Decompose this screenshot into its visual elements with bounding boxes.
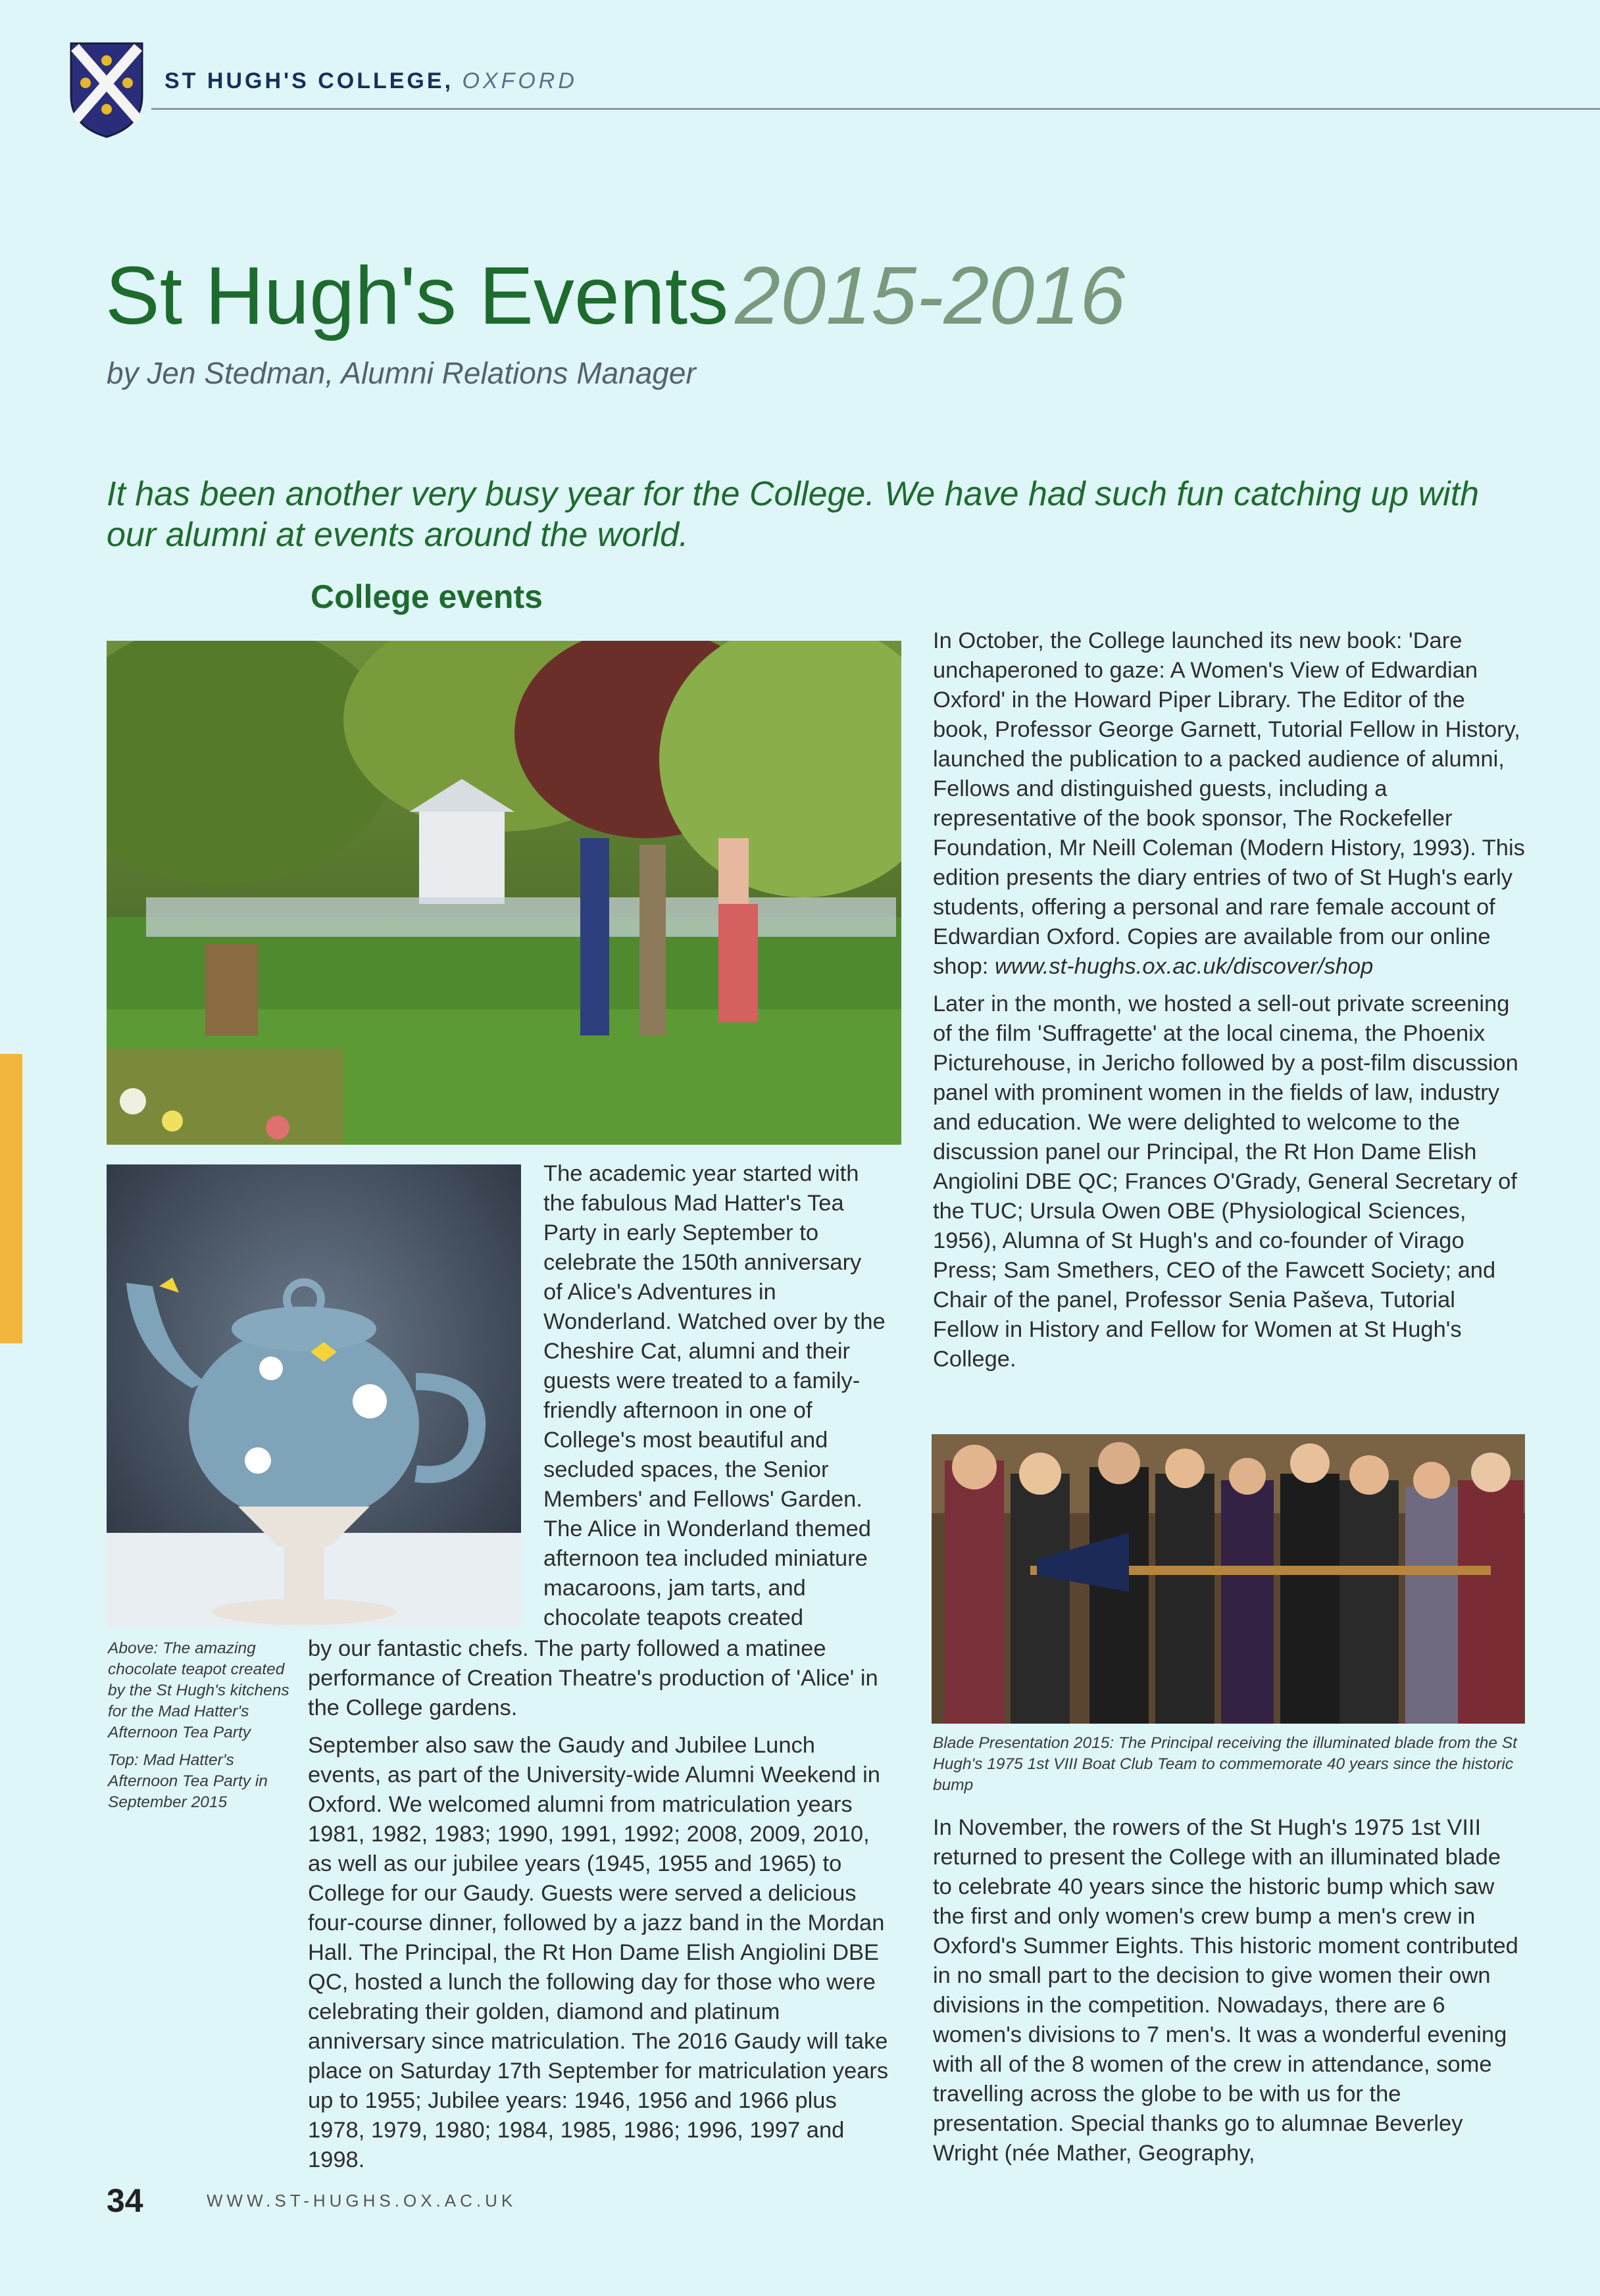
right-column-bottom	[933, 1813, 1525, 2274]
header-city: OXFORD	[462, 68, 578, 93]
header-separator: ,	[444, 68, 454, 93]
blade-caption: Blade Presentation 2015: The Principal receiving the illuminated blade from the St Hugh's 1975 1st VIII Boat Club Team to commemorate 40 years since the historic bump	[933, 1734, 1517, 1794]
title-year: 2015-2016	[735, 251, 1126, 341]
rowing-paragraph: In November, the rowers of the St Hugh's 1975 1st VIII returned to present the College with an illuminated blade to celebrate 40 years since the historic bump which saw the first and only women's crew bump a men's crew in Oxford's Summer Eights. This historic moment contributed in no small part to the decision to give women their own divisions in the competition. Nowadays, there are 6 women's divisions to 7 men's. It was a wonderful evening with all of the 8 women of the crew in attendance, some travelling across the globe to be with us for the presentation. Special thanks go to alumnae Beverley Wright (née Mather, Geography,	[933, 1815, 1518, 2166]
teapot-caption	[108, 1638, 296, 1813]
tea-party-text: The academic year started with the fabulous Mad Hatter's Tea Party in early September to celebrate the 150th anniversary of Alice's Adventures in Wonderland. Watched over by the Cheshire Cat, alumni and their guests were treated to a family-friendly afternoon in one of College's most beautiful and secluded spaces, the Senior Members' and Fellows' Garden. The Alice in Wonderland themed afternoon tea included miniature macaroons, jam tarts, and chocolate teapots created	[543, 1161, 886, 1630]
gaudy-section	[308, 1634, 893, 2175]
footer-url: WWW.ST-HUGHS.OX.AC.UK	[207, 2191, 517, 2210]
side-tab-marker	[0, 1054, 22, 1343]
title-main: St Hugh's Events	[105, 251, 729, 341]
tea-party-continued-text: by our fantastic chefs. The party followed a matinee performance of Creation Theatre's production of 'Alice' in the College gardens.	[308, 1636, 878, 1720]
tea-party-paragraph	[543, 1159, 886, 1633]
page-title	[105, 251, 1126, 341]
caption-top: Top: Mad Hatter's Afternoon Tea Party in September 2015	[108, 1751, 268, 1811]
chocolate-teapot-photo	[107, 1164, 521, 1628]
college-crest-logo	[68, 41, 145, 139]
book-launch-paragraph	[933, 626, 1525, 982]
caption-above: Above: The amazing chocolate teapot created by the St Hugh's kitchens for the Mad Hatter's Afternoon Tea Party	[108, 1639, 289, 1741]
blade-presentation-photo	[932, 1434, 1525, 1724]
section-heading: College events	[311, 578, 543, 615]
page-number: 34	[107, 2182, 143, 2219]
suffragette-paragraph: Later in the month, we hosted a sell-out private screening of the film 'Suffragette' at the local cinema, the Phoenix Picturehouse, in Jericho followed by a post-film discussion panel with prominent women in the fields of law, industry and education. We were delighted to welcome to the discussion panel our Principal, the Rt Hon Dame Elish Angiolini DBE QC; Frances O'Grady, General Secretary of the TUC; Ursula Owen OBE (Physiological Sciences, 1956), Alumna of St Hugh's and co-founder of Virago Press; Sam Smethers, CEO of the Fawcett Society; and Chair of the panel, Professor Senia Paševa, Tutorial Fellow in History and Fellow for Women at St Hugh's College.	[933, 991, 1518, 1372]
header-rule	[151, 108, 1600, 110]
right-column-top	[933, 626, 1525, 1374]
intro-paragraph: It has been another very busy year for the College. We have had such fun catching up with our alumni at events around the world.	[107, 475, 1480, 555]
book-launch-text: In October, the College launched its new book: 'Dare unchaperoned to gaze: A Women's View of Edwardian Oxford' in the Howard Piper Library. The Editor of the book, Professor George Garnett, Tutorial Fellow in History, launched the publication to a packed audience of alumni, Fellows and distinguished guests, including a representative of the book sponsor, The Rockefeller Foundation, Mr Neill Coleman (Modern History, 1993). This edition presents the diary entries of two of St Hugh's early students, offering a personal and rare female account of Edwardian Oxford. Copies are available from our online shop:	[933, 628, 1525, 979]
gaudy-paragraph: September also saw the Gaudy and Jubilee Lunch events, as part of the University-wide Alumni Weekend in Oxford. We welcomed alumni from matriculation years 1981, 1982, 1983; 1990, 1991, 1992; 2008, 2009, 2010, as well as our jubilee years (1945, 1955 and 1965) to College for our Gaudy. Guests were served a delicious four-course dinner, followed by a jazz band in the Mordan Hall. The Principal, the Rt Hon Dame Elish Angiolini DBE QC, hosted a lunch the following day for those who were celebrating their golden, diamond and platinum anniversary since matriculation. The 2016 Gaudy will take place on Saturday 17th September for matriculation years up to 1955; Jubilee years: 1946, 1956 and 1966 plus 1978, 1979, 1980; 1984, 1985, 1986; 1996, 1997 and 1998.	[308, 1733, 889, 2172]
header-college-name	[164, 68, 578, 94]
header-college-label: ST HUGH'S COLLEGE	[164, 68, 445, 93]
byline: by Jen Stedman, Alumni Relations Manager	[107, 356, 696, 390]
shop-link[interactable]: www.st-hughs.ox.ac.uk/discover/shop	[995, 954, 1374, 979]
garden-party-photo	[107, 641, 901, 1145]
